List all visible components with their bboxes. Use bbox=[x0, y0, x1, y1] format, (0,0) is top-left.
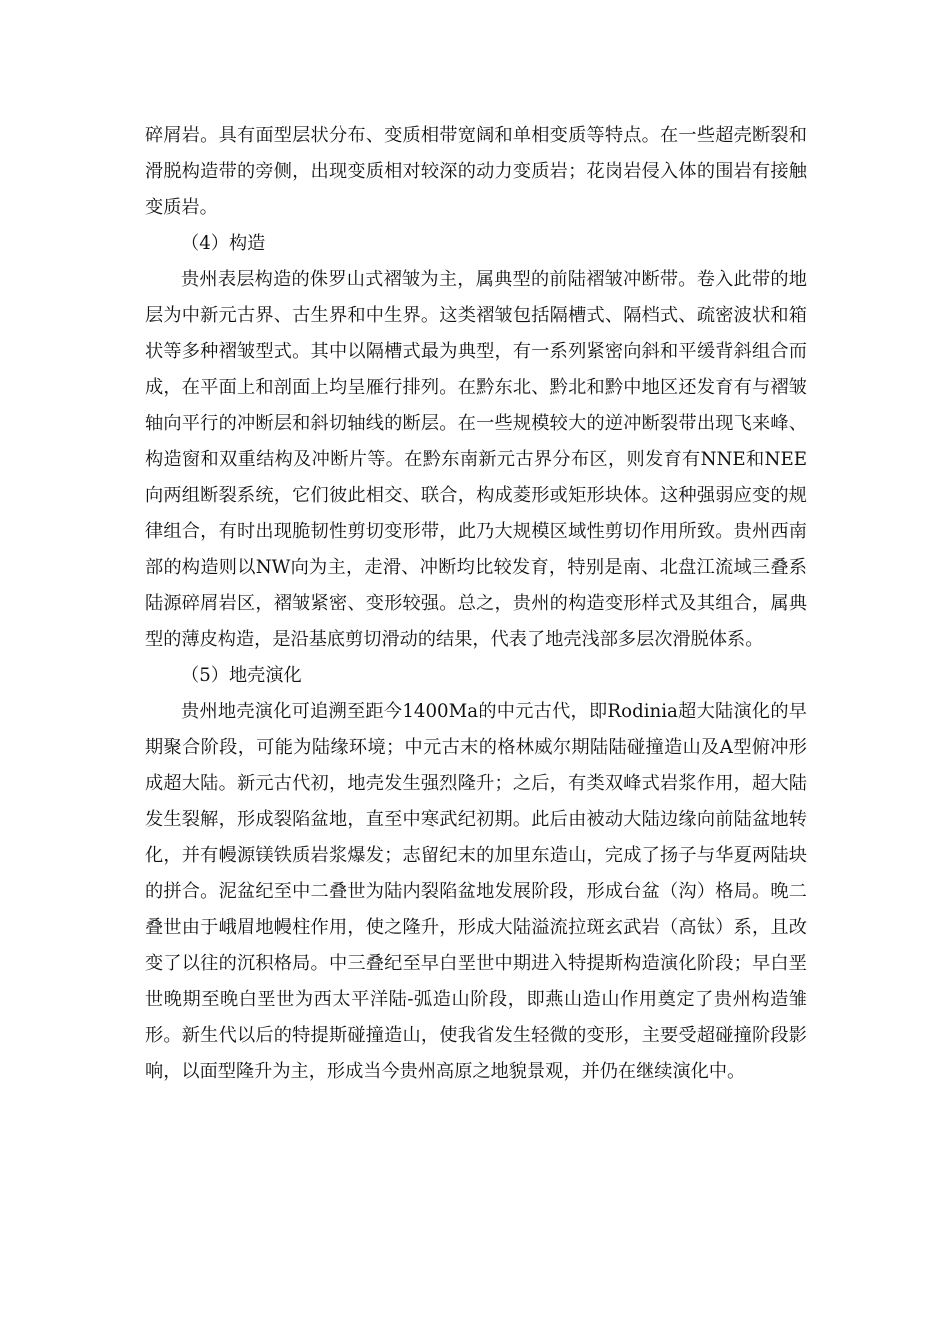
paragraph-structure: 贵州表层构造的侏罗山式褶皱为主，属典型的前陆褶皱冲断带。卷入此带的地层为中新元古界、古生界和中生界。这类褶皱包括隔槽式、隔档式、疏密波状和箱状等多种褶皱型式。其中以隔槽式最为典型，有一系列紧密向斜和平缓背斜组合而成，在平面上和剖面上均呈雁行排列。在黔东北、黔北和黔中地区还发育有与褶皱轴向平行的冲断层和斜切轴线的断层。在一些规模较大的逆冲断裂带出现飞来峰、构造窗和双重结构及冲断片等。在黔东南新元古界分布区，则发育有NNE和NEE向两组断裂系统，它们彼此相交、联合，构成菱形或矩形块体。这种强弱应变的规律组合，有时出现脆韧性剪切变形带，此乃大规模区域性剪切作用所致。贵州西南部的构造则以NW向为主，走滑、冲断均比较发育，特别是南、北盘江流域三叠系陆源碎屑岩区，褶皱紧密、变形较强。总之，贵州的构造变形样式及其组合，属典型的薄皮构造，是沿基底剪切滑动的结果，代表了地壳浅部多层次滑脱体系。 bbox=[145, 269, 807, 650]
paragraph-metamorphism-end: 碎屑岩。具有面型层状分布、变质相带宽阔和单相变质等特点。在一些超壳断裂和滑脱构造带的旁侧，出现变质相对较深的动力变质岩；花岗岩侵入体的围岩有接触变质岩。 bbox=[145, 125, 807, 218]
section-heading-crustal-evolution: （5）地壳演化 bbox=[181, 665, 302, 686]
document-body bbox=[145, 118, 807, 1090]
section-heading-structure: （4）构造 bbox=[181, 233, 266, 254]
paragraph-crustal-evolution: 贵州地壳演化可追溯至距今1400Ma的中元古代，即Rodinia超大陆演化的早期聚合阶段，可能为陆缘环境；中元古末的格林威尔期陆陆碰撞造山及A型俯冲形成超大陆。新元古代初，地壳发生强烈隆升；之后，有类双峰式岩浆作用，超大陆发生裂解，形成裂陷盆地，直至中寒武纪初期。此后由被动大陆边缘向前陆盆地转化，并有幔源镁铁质岩浆爆发；志留纪末的加里东造山，完成了扬子与华夏两陆块的拼合。泥盆纪至中二叠世为陆内裂陷盆地发展阶段，形成台盆（沟）格局。晚二叠世由于峨眉地幔柱作用，使之隆升，形成大陆溢流拉斑玄武岩（高钛）系，且改变了以往的沉积格局。中三叠纪至早白垩世中期进入特提斯构造演化阶段；早白垩世晚期至晚白垩世为西太平洋陆-弧造山阶段，即燕山造山作用奠定了贵州构造雏形。新生代以后的特提斯碰撞造山，使我省发生轻微的变形，主要受超碰撞阶段影响，以面型隆升为主，形成当今贵州高原之地貌景观，并仍在继续演化中。 bbox=[145, 701, 807, 1082]
